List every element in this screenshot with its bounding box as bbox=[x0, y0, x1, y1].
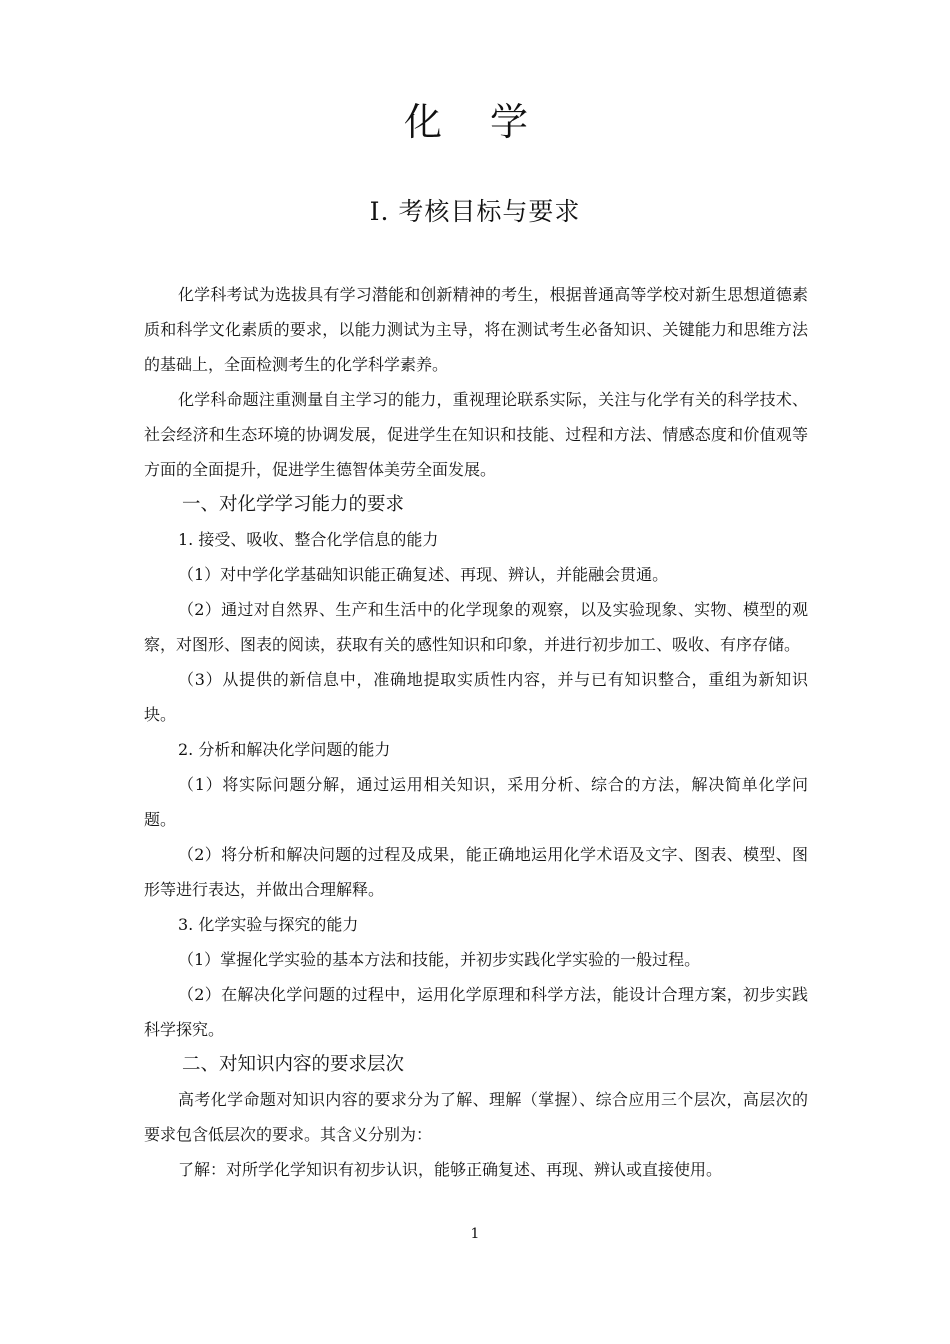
page-number: 1 bbox=[470, 1226, 480, 1242]
list-item: （2）在解决化学问题的过程中，运用化学原理和科学方法，能设计合理方案，初步实践科学探究。 bbox=[144, 985, 808, 1039]
section-heading-2: 二、对知识内容的要求层次 bbox=[182, 1054, 405, 1075]
document-title: 化 学 bbox=[403, 100, 547, 144]
intro-paragraph-1: 化学科考试为选拔具有学习潜能和创新精神的考生，根据普通高等学校对新生思想道德素质和科学文化素质的要求，以能力测试为主导，将在测试考生必备知识、关键能力和思维方法的基础上，全面检测考生的化学科学素养。 bbox=[144, 285, 808, 374]
subsection-heading-3: 3. 化学实验与探究的能力 bbox=[178, 915, 359, 934]
section-heading-1: 一、对化学学习能力的要求 bbox=[182, 494, 405, 515]
list-item: （1）对中学化学基础知识能正确复述、再现、辨认，并能融会贯通。 bbox=[178, 565, 669, 584]
list-item: （1）掌握化学实验的基本方法和技能，并初步实践化学实验的一般过程。 bbox=[178, 950, 701, 969]
list-item: （3）从提供的新信息中，准确地提取实质性内容，并与已有知识整合，重组为新知识块。 bbox=[144, 670, 808, 724]
section2-paragraph-1: 高考化学命题对知识内容的要求分为了解、理解（掌握）、综合应用三个层次，高层次的要求包含低层次的要求。其含义分别为： bbox=[144, 1090, 808, 1144]
subsection-heading-1: 1. 接受、吸收、整合化学信息的能力 bbox=[178, 530, 439, 549]
intro-paragraph-2: 化学科命题注重测量自主学习的能力，重视理论联系实际，关注与化学有关的科学技术、社会经济和生态环境的协调发展，促进学生在知识和技能、过程和方法、情感态度和价值观等方面的全面提升，促进学生德智体美劳全面发展。 bbox=[144, 390, 808, 479]
list-item: （2）通过对自然界、生产和生活中的化学现象的观察，以及实验现象、实物、模型的观察，对图形、图表的阅读，获取有关的感性知识和印象，并进行初步加工、吸收、有序存储。 bbox=[144, 600, 808, 654]
list-item: （2）将分析和解决问题的过程及成果，能正确地运用化学术语及文字、图表、模型、图形等进行表达，并做出合理解释。 bbox=[144, 845, 808, 899]
document-body bbox=[144, 277, 808, 1187]
list-item: （1）将实际问题分解，通过运用相关知识，采用分析、综合的方法，解决简单化学问题。 bbox=[144, 775, 808, 829]
document-subtitle: Ⅰ. 考核目标与要求 bbox=[369, 197, 581, 226]
section2-paragraph-2: 了解：对所学化学知识有初步认识，能够正确复述、再现、辨认或直接使用。 bbox=[178, 1160, 723, 1179]
subsection-heading-2: 2. 分析和解决化学问题的能力 bbox=[178, 740, 391, 759]
